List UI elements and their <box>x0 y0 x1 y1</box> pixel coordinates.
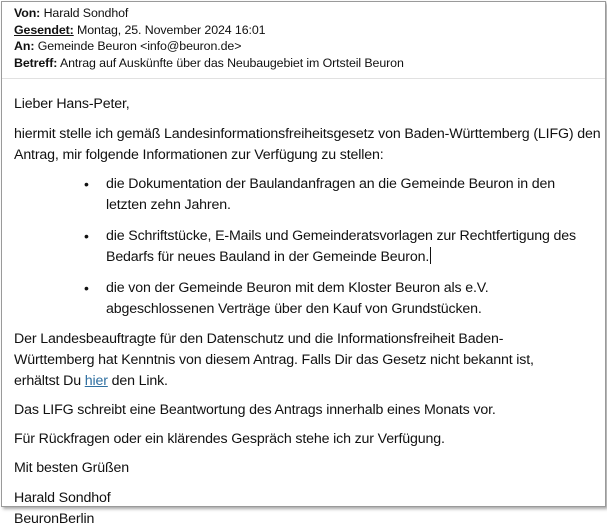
to-row <box>14 38 605 55</box>
sent-label: Gesendet: <box>14 22 74 37</box>
from-row <box>14 5 605 22</box>
header-separator <box>2 78 605 79</box>
bullet-icon: • <box>84 280 89 297</box>
to-label: An: <box>14 39 35 54</box>
datenschutz-text: Der Landesbeauftragte für den Datenschutz und die Informationsfreiheit Baden-Württemberg hat Kenntnis von diesem Antrag. Falls Dir das Gesetz nicht bekannt ist, erhältst Du <box>14 331 534 390</box>
greeting: Lieber Hans-Peter, <box>14 96 130 113</box>
to-value: Gemeinde Beuron <info@beuron.de> <box>37 39 242 54</box>
closing: Mit besten Grüßen <box>14 460 129 477</box>
email-body[interactable] <box>2 94 605 530</box>
list-item-text: die Schriftstücke, E-Mails und Gemeinderatsvorlagen zur Rechtfertigung des Bedarfs für neues Bauland in der Gemeinde Beuron. <box>106 228 576 266</box>
from-value: Harald Sondhof <box>43 6 129 20</box>
subject-row <box>14 55 605 72</box>
list-item <box>82 174 584 216</box>
datenschutz-paragraph <box>14 329 574 392</box>
subject-label: Betreff: <box>14 55 58 70</box>
email-header <box>2 2 605 71</box>
text-cursor <box>430 247 431 264</box>
sent-row <box>14 22 605 39</box>
bullet-icon: • <box>84 228 89 245</box>
lifg-link[interactable]: hier <box>84 373 108 390</box>
list-item-text: die von der Gemeinde Beuron mit dem Kloster Beuron als e.V. abgeschlossenen Verträge über den Kauf von Grundstücken. <box>106 280 489 318</box>
deadline-paragraph: Das LIFG schreibt eine Beantwortung des Antrags innerhalb eines Monats vor. <box>14 402 496 419</box>
list-item-text: die Dokumentation der Baulandanfragen an die Gemeinde Beuron in den letzten zehn Jahren. <box>106 176 556 214</box>
datenschutz-text-end: den Link. <box>107 373 168 390</box>
questions-paragraph: Für Rückfragen oder ein klärendes Gespräch stehe ich zur Verfügung. <box>14 431 445 448</box>
request-list <box>14 174 605 320</box>
bullet-icon: • <box>84 176 89 193</box>
signature-name: Harald Sondhof <box>14 490 111 507</box>
list-item <box>82 226 584 268</box>
signature-org: BeuronBerlin <box>14 511 95 528</box>
intro-paragraph: hiermit stelle ich gemäß Landesinformationsfreiheitsgesetz von Baden-Württemberg (LIFG) den Antrag, mir folgende Informationen zur Verfügung zu stellen: <box>14 126 601 164</box>
subject-value: Antrag auf Auskünfte über das Neubaugebiet im Ortsteil Beuron <box>59 55 404 70</box>
email-window <box>1 1 606 528</box>
from-label: Von: <box>14 6 41 20</box>
sent-value: Montag, 25. November 2024 16:01 <box>77 22 266 37</box>
list-item <box>82 278 584 320</box>
